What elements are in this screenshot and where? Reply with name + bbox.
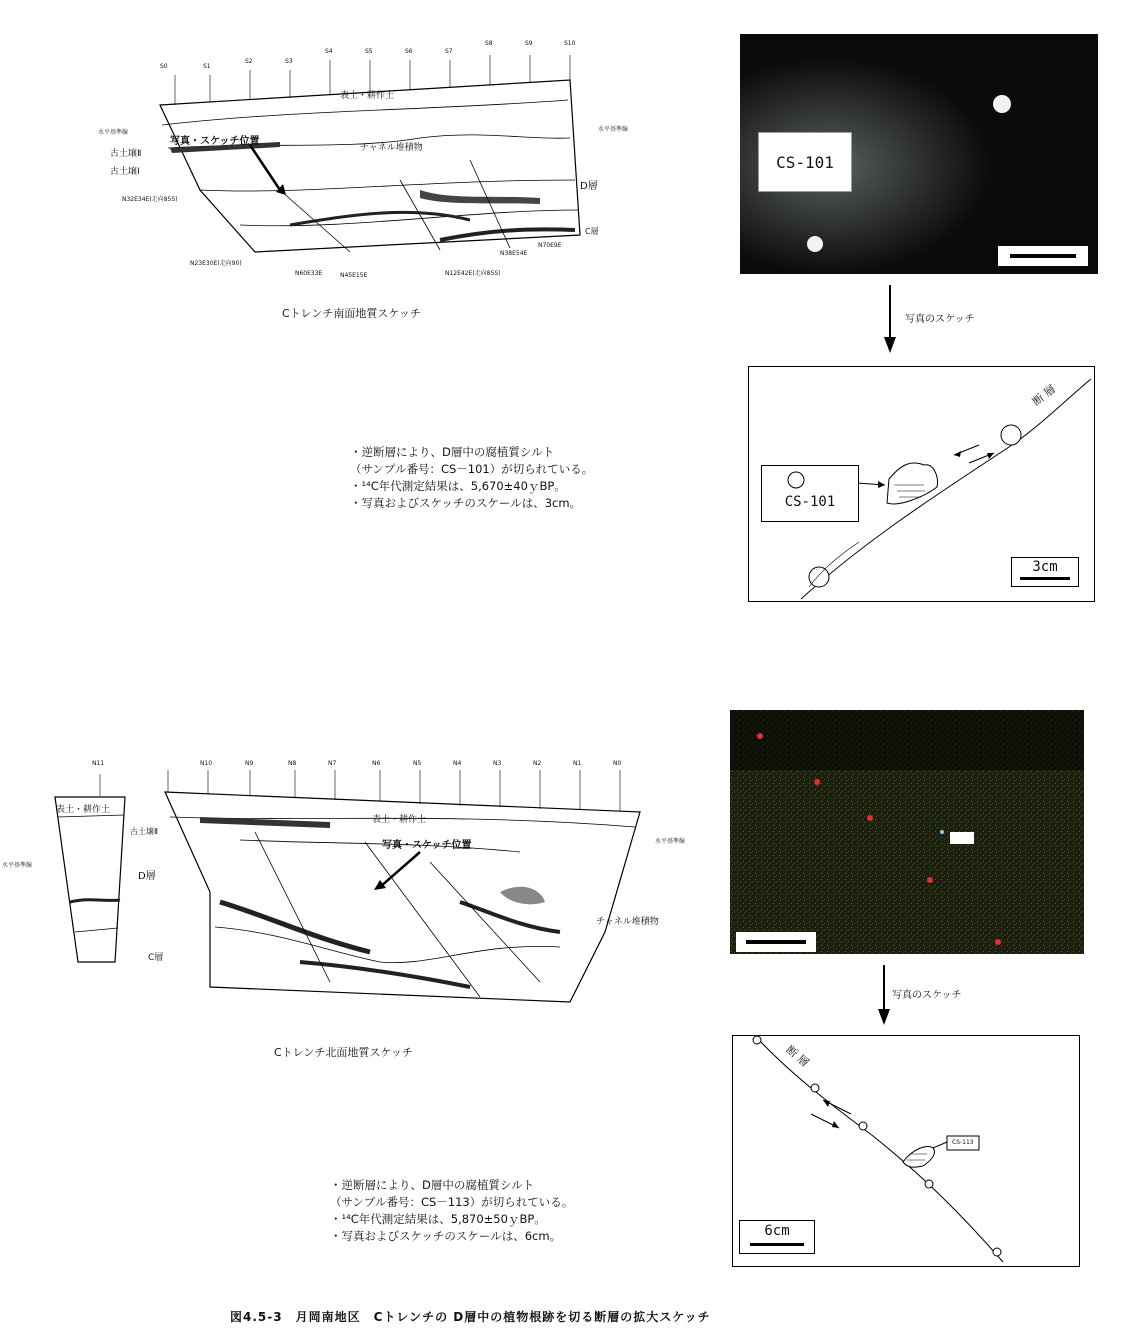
sample-tag: CS-101: [758, 132, 852, 192]
station-label: N2: [533, 760, 542, 767]
station-label: S4: [325, 48, 333, 55]
station-label: N6: [372, 760, 381, 767]
note-line: ・写真およびスケッチのスケールは、6cm。: [330, 1229, 562, 1243]
note-line: ・逆断層により、D層中の腐植質シルト: [330, 1178, 535, 1192]
strike-label: N12E42E(走向85S): [445, 270, 501, 277]
station-label: N4: [453, 760, 462, 767]
station-label: N7: [328, 760, 337, 767]
sample-label-box: [761, 465, 859, 522]
scale-bar: [1011, 557, 1079, 587]
topsoil-label: 表土・耕作土: [56, 805, 111, 815]
station-label: S8: [485, 40, 493, 47]
south-photo: [740, 34, 1098, 274]
station-label: S10: [564, 40, 576, 47]
note-line: ・¹⁴C年代測定結果は、5,870±50ｙBP。: [330, 1212, 546, 1226]
station-label: S1: [203, 63, 211, 70]
station-label: N1: [573, 760, 582, 767]
note-line: ・写真およびスケッチのスケールは、3cm。: [350, 496, 582, 510]
fault-label: 断 層: [1030, 382, 1059, 409]
strike-label: N32E34E(走向85S): [122, 196, 178, 203]
photo-sketch-arrow-label: 写真のスケッチ: [905, 314, 975, 325]
station-label: S6: [405, 48, 413, 55]
station-label: S5: [365, 48, 373, 55]
station-label: N10: [200, 760, 213, 767]
south-notes: [350, 444, 593, 512]
channel-label: チャネル堆積物: [360, 143, 423, 153]
strike-label: N45E15E: [340, 272, 368, 279]
north-detail-sketch: [732, 1035, 1080, 1267]
level-line-label: 水平基準線: [2, 862, 33, 869]
channel-label: チャネル堆積物: [596, 917, 659, 927]
station-label: S3: [285, 58, 293, 65]
north-notes: [330, 1177, 573, 1245]
fault-label: 断 層: [783, 1043, 812, 1070]
topsoil-label: 表土・耕作土: [372, 815, 427, 825]
paleosol2-label: 古土壌Ⅱ: [130, 827, 158, 836]
paleosol2-label: 古土壌Ⅱ: [110, 149, 142, 159]
south-detail-sketch: [748, 366, 1095, 602]
paleosol1-label: 古土壌Ⅰ: [110, 167, 140, 177]
c-layer-label: C層: [585, 227, 599, 236]
scale-bar: [739, 1220, 815, 1254]
north-trench-drawing: [0, 752, 720, 1042]
station-label: N0: [613, 760, 622, 767]
station-label: N5: [413, 760, 422, 767]
station-label: N11: [92, 760, 105, 767]
north-caption: Cトレンチ北面地質スケッチ: [274, 1046, 413, 1059]
scale-label: 6cm: [764, 1223, 790, 1239]
level-line-label: 水平基準線: [598, 126, 629, 133]
station-label: N8: [288, 760, 297, 767]
north-photo: [730, 710, 1084, 954]
down-arrow-icon: [874, 965, 894, 1027]
station-label: S2: [245, 58, 253, 65]
level-line-label: 水平基準線: [655, 838, 686, 845]
south-trench-drawing: [90, 30, 650, 290]
photo-position-label: 写真・スケッチ位置: [170, 136, 260, 147]
figure-title: 図4.5-3 月岡南地区 Cトレンチの D層中の植物根跡を切る断層の拡大スケッチ: [230, 1310, 711, 1324]
topsoil-label: 表土・耕作土: [340, 91, 395, 101]
north-trench-sketch: [0, 752, 720, 1042]
note-line: （サンプル番号：CS－101）が切られている。: [350, 462, 594, 476]
d-layer-label: D層: [580, 181, 598, 192]
note-line: ・逆断層により、D層中の腐植質シルト: [350, 445, 555, 459]
strike-label: N70E9E: [538, 242, 562, 249]
south-trench-sketch: [90, 30, 650, 290]
south-caption: Cトレンチ南面地質スケッチ: [282, 307, 421, 320]
station-label: S9: [525, 40, 533, 47]
station-label: N9: [245, 760, 254, 767]
photo-sketch-arrow-label: 写真のスケッチ: [892, 990, 962, 1001]
station-label: S0: [160, 63, 168, 70]
strike-label: N38E54E: [500, 250, 528, 257]
station-label: S7: [445, 48, 453, 55]
down-arrow-icon: [880, 285, 900, 355]
d-layer-label: D層: [138, 871, 156, 882]
sample-tag: CS-113: [952, 1139, 974, 1146]
photo-position-label: 写真・スケッチ位置: [382, 840, 472, 851]
station-label: N3: [493, 760, 502, 767]
note-line: ・¹⁴C年代測定結果は、5,670±40ｙBP。: [350, 479, 566, 493]
strike-label: N60E33E: [295, 270, 323, 277]
sample-label: CS-101: [784, 494, 836, 510]
level-line-label: 水平基準線: [98, 129, 129, 136]
c-layer-label: C層: [148, 953, 164, 963]
strike-label: N23E30E(走向90): [190, 260, 242, 267]
note-line: （サンプル番号：CS－113）が切られている。: [330, 1195, 574, 1209]
scale-label: 3cm: [1032, 559, 1058, 575]
